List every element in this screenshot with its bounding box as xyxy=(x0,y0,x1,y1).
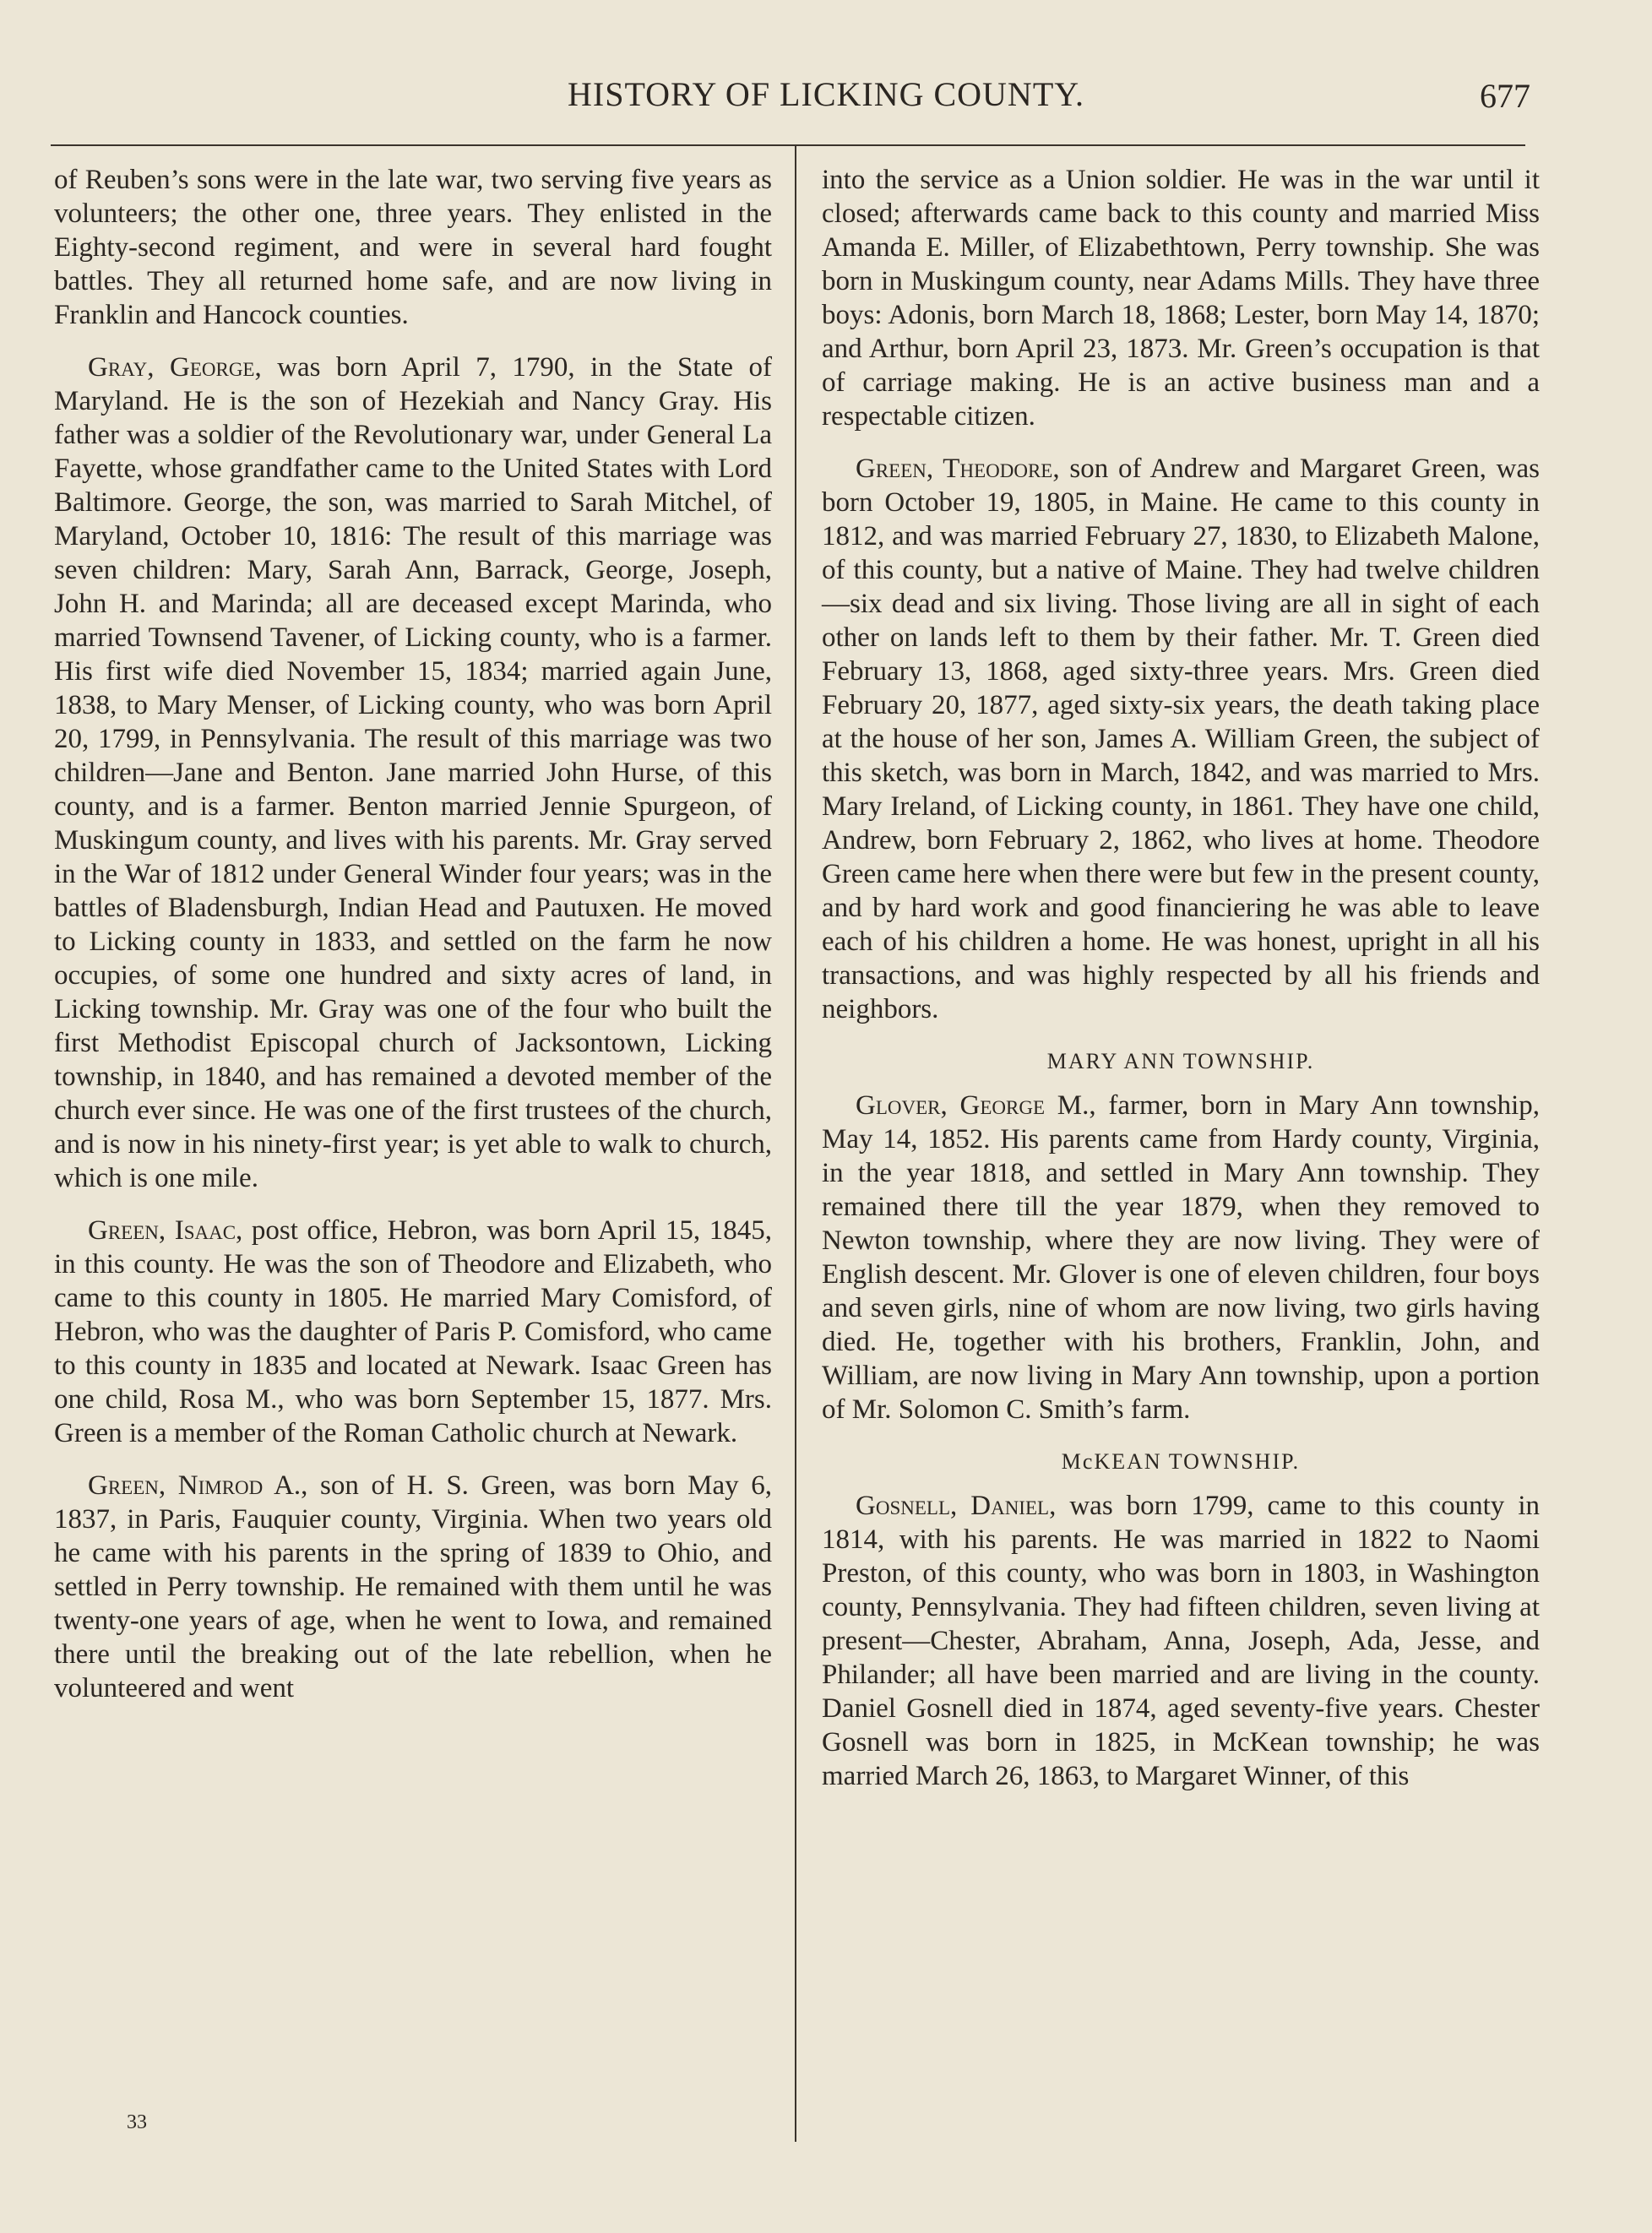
paragraph: into the service as a Union soldier. He was in the war until it closed; afterwards came back to this county and married Miss Amanda E. Miller, of Elizabethtown, Perry township. She was born in Muskingum county, near Adams Mills. They have three boys: Adonis, born March 18, 1868; Lester, born May 14, 1870; and Arthur, born April 23, 1873. Mr. Green’s occupation is that of carriage making. He is an active business man and a respectable citizen. xyxy=(822,165,1540,432)
column-divider xyxy=(795,144,796,2142)
entry-text: was born April 7, 1790, in the State of Maryland. He is the son of Hezekiah and Nancy Gray. His father was a soldier of the Revolutionary war, under General La Fayette, whose grandfather came to the United States with Lord Baltimore. George, the son, was married to Sarah Mitchel, of Maryland, October 10, 1816: The result of this marriage was seven children: Mary, Sarah Ann, Barrack, George, Joseph, John H. and Marinda; all are deceased except Marinda, who married Townsend Tavener, of Licking county, who is a farmer. His first wife died November 15, 1834; married again June, 1838, to Mary Menser, of Licking county, who was born April 20, 1799, in Pennsylvania. The result of this marriage was two children—Jane and Benton. Jane married John Hurse, of this county, and is a farmer. Benton married Jennie Spurgeon, of Muskingum county, and lives with his parents. Mr. Gray served in the War of 1812 under General Winder four years; was in the battles of Bladensburgh, Indian Head and Pautuxen. He moved to Licking county in 1833, and settled on the farm he now occupies, of some one hundred and sixty acres of land, in Licking township. Mr. Gray was one of the four who built the first Methodist Episcopal church of Jacksontown, Licking township, in 1840, and has remained a devoted member of the church ever since. He was one of the first trustees of the church, and is now in his ninety-first year; is yet able to walk to church, which is one mile. xyxy=(54,352,772,1193)
page-header xyxy=(0,74,1652,125)
entry-name: Green, Isaac, xyxy=(88,1215,243,1246)
page-number: 677 xyxy=(1480,77,1530,115)
section-heading-mary-ann: MARY ANN TOWNSHIP. xyxy=(1046,1049,1315,1073)
entry-name: Gray, George, xyxy=(88,352,262,383)
paragraph: of Reuben’s sons were in the late war, two serving five years as volunteers; the other one, three years. They enlisted in the Eighty-second regiment, and were in several hard fought battles. They all returned home safe, and are now living in Franklin and Hancock counties. xyxy=(54,165,772,330)
entry-text: son of H. S. Green, was born May 6, 1837, in Paris, Fauquier county, Virginia. When two years old he came with his parents in the spring of 1839 to Ohio, and settled in Perry township. He remained with them until he was twenty-one years of age, when he went to Iowa, and remained there until the breaking out of the late rebellion, when he volunteered and went xyxy=(54,1470,772,1703)
running-title: HISTORY OF LICKING COUNTY. xyxy=(568,75,1084,113)
entry-name: Glover, George M., xyxy=(856,1090,1096,1121)
entry-text: son of Andrew and Margaret Green, was born October 19, 1805, in Maine. He came to this county in 1812, and was married February 27, 1830, to Elizabeth Malone, of this county, but a native of Maine. They had twelve children—six dead and six living. Those living are all in sight of each other on lands left to them by their father. Mr. T. Green died February 13, 1868, aged sixty-three years. Mrs. Green died February 20, 1877, aged sixty-six years, the death taking place at the house of her son, James A. William Green, the subject of this sketch, was born in March, 1842, and was married to Mrs. Mary Ireland, of Licking county, in 1861. They have one child, Andrew, born February 2, 1862, who lives at home. Theodore Green came here when there were but few in the present county, and by hard work and good financiering he was able to leave each of his children a home. He was honest, upright in all his transactions, and was highly respected by all his friends and neighbors. xyxy=(822,454,1540,1024)
entry-gosnell-daniel xyxy=(822,1489,1540,1793)
right-column xyxy=(822,163,1540,1812)
section-heading-mckean: McKEAN TOWNSHIP. xyxy=(1061,1449,1301,1474)
entry-text: was born 1799, came to this county in 1814, with his parents. He was married in 1822 to Naomi Preston, of this county, who was born in 1803, in Washington county, Pennsylvania. They had fifteen children, seven living at present—Chester, Abraham, Anna, Joseph, Ada, Jesse, and Philander; all have been married and are living in the county. Daniel Gosnell died in 1874, aged seventy-five years. Chester Gosnell was born in 1825, in McKean township; he was married March 26, 1863, to Margaret Winner, of this xyxy=(822,1491,1540,1791)
entry-name: Gosnell, Daniel, xyxy=(856,1491,1057,1521)
entry-text: post office, Hebron, was born April 15, 1845, in this county. He was the son of Theodore and Elizabeth, who came to this county in 1805. He married Mary Comisford, of Hebron, who was the daughter of Paris P. Comisford, who came to this county in 1835 and located at Newark. Isaac Green has one child, Rosa M., who was born September 15, 1877. Mrs. Green is a member of the Roman Catholic church at Newark. xyxy=(54,1215,772,1448)
entry-name: Green, Theodore, xyxy=(856,454,1060,484)
entry-green-theodore xyxy=(822,452,1540,1026)
entry-green-nimrod xyxy=(54,1469,772,1705)
entry-text: farmer, born in Mary Ann township, May 14, 1852. His parents came from Hardy county, Virginia, in the year 1818, and settled in Mary Ann township. They remained there till the year 1879, when they removed to Newton township, where they are now living. They were of English descent. Mr. Glover is one of eleven children, four boys and seven girls, nine of whom are now living, two girls having died. He, together with his brothers, Franklin, John, and William, are now living in Mary Ann township, upon a portion of Mr. Solomon C. Smith’s farm. xyxy=(822,1090,1540,1425)
signature-mark: 33 xyxy=(127,2111,147,2133)
entry-glover-george xyxy=(822,1089,1540,1426)
left-column xyxy=(54,163,772,1724)
entry-gray-george xyxy=(54,350,772,1195)
entry-green-isaac xyxy=(54,1214,772,1450)
header-rule xyxy=(51,144,1525,146)
entry-name: Green, Nimrod A., xyxy=(88,1470,308,1501)
